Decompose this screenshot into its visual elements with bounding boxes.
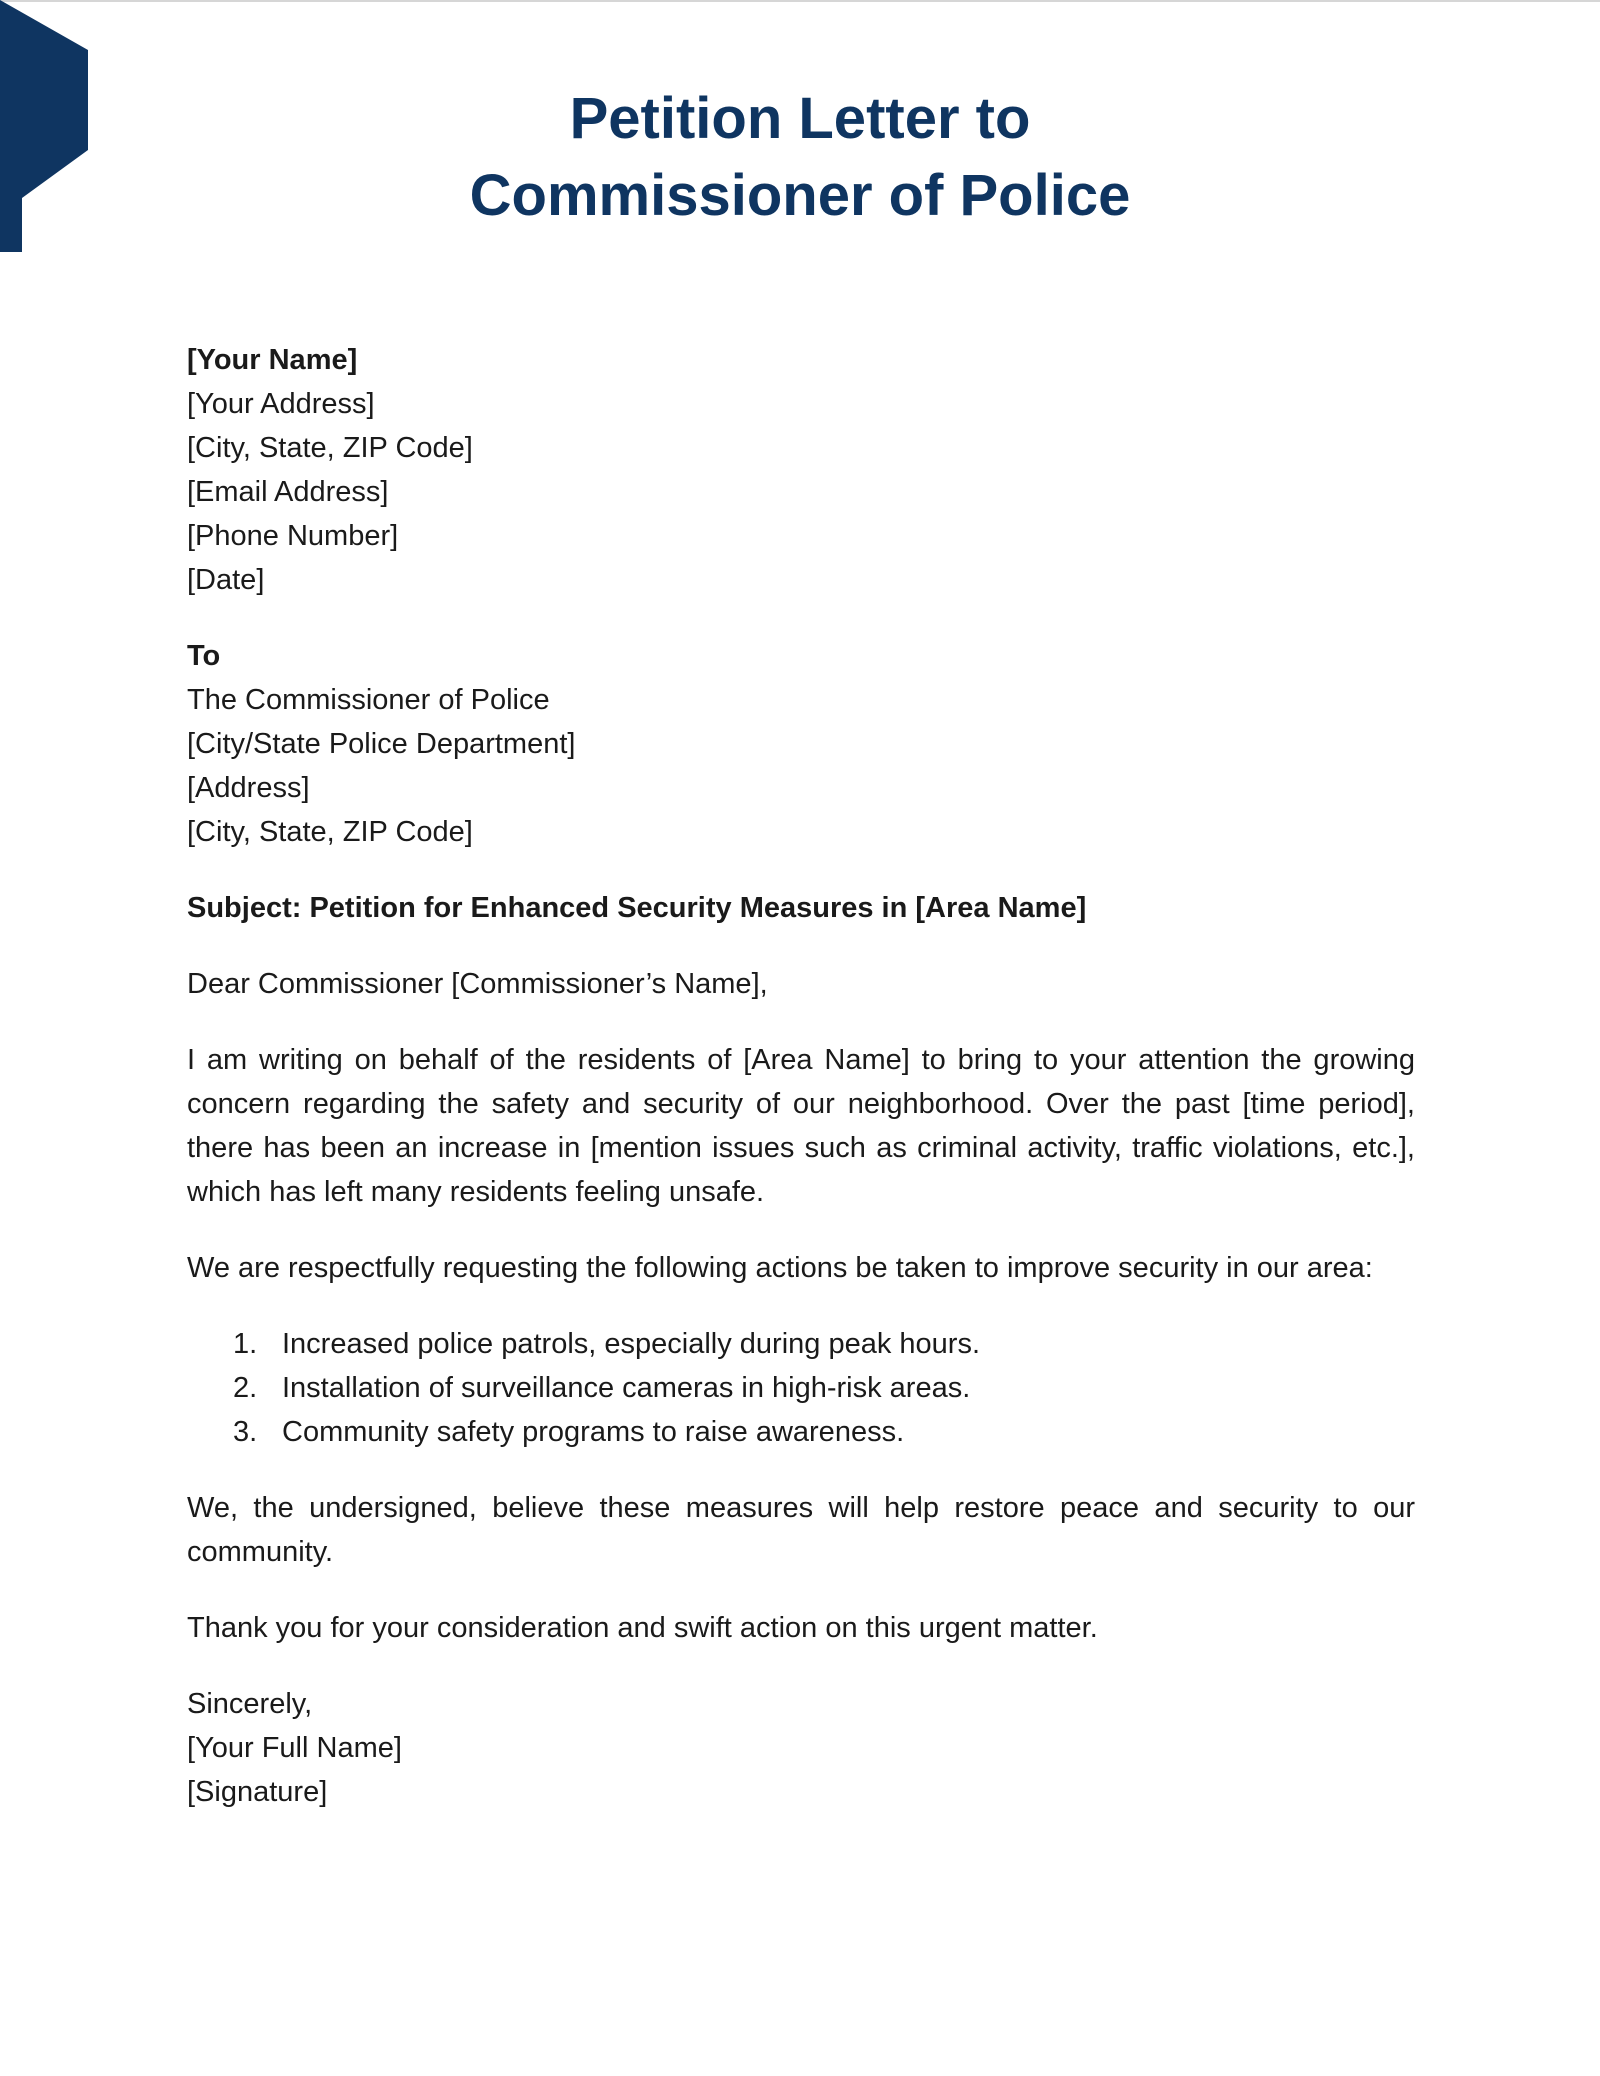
top-border-line	[0, 0, 1600, 2]
recipient-title: The Commissioner of Police	[187, 684, 550, 716]
list-item-number: 2.	[233, 1372, 258, 1404]
list-item-text: Increased police patrols, especially during peak hours.	[282, 1328, 981, 1360]
list-item	[187, 1322, 1415, 1366]
list-item	[187, 1410, 1415, 1454]
subject-line: Subject: Petition for Enhanced Security Measures in [Area Name]	[187, 892, 1087, 924]
list-item-text: Installation of surveillance cameras in high-risk areas.	[282, 1372, 971, 1404]
sender-phone: [Phone Number]	[187, 520, 399, 552]
valediction: Sincerely,	[187, 1688, 313, 1720]
closing-block	[187, 1682, 1415, 1814]
list-item-number: 1.	[233, 1328, 258, 1360]
list-item-text: Community safety programs to raise awareness.	[282, 1416, 905, 1448]
body-paragraph-4: Thank you for your consideration and swift action on this urgent matter.	[187, 1612, 1098, 1644]
recipient-block	[187, 634, 1415, 854]
sender-email: [Email Address]	[187, 476, 389, 508]
list-item	[187, 1366, 1415, 1410]
sender-block	[187, 338, 1415, 602]
recipient-to-label: To	[187, 640, 221, 672]
sender-address: [Your Address]	[187, 388, 375, 420]
salutation: Dear Commissioner [Commissioner’s Name],	[187, 968, 768, 1000]
title-line-1: Petition Letter to	[569, 86, 1031, 151]
body-paragraph-1: I am writing on behalf of the residents of [Area Name] to bring to your attention the growing concern regarding the safety and security of our neighborhood. Over the past [time period], there has been an increase in [mention issues such as criminal activity, traffic violations, etc.], which has left many residents feeling unsafe.	[187, 1044, 1415, 1208]
page-title	[0, 80, 1600, 234]
sender-city: [City, State, ZIP Code]	[187, 432, 473, 464]
closing-full-name: [Your Full Name]	[187, 1732, 402, 1764]
body-paragraph-2: We are respectfully requesting the following actions be taken to improve security in our area:	[187, 1252, 1373, 1284]
request-list	[187, 1322, 1415, 1454]
title-line-2: Commissioner of Police	[469, 163, 1131, 228]
sender-name: [Your Name]	[187, 344, 358, 376]
sender-date: [Date]	[187, 564, 265, 596]
recipient-city: [City, State, ZIP Code]	[187, 816, 473, 848]
closing-signature: [Signature]	[187, 1776, 328, 1808]
letter-body	[187, 338, 1415, 1846]
recipient-department: [City/State Police Department]	[187, 728, 576, 760]
recipient-address: [Address]	[187, 772, 310, 804]
body-paragraph-3: We, the undersigned, believe these measures will help restore peace and security to our community.	[187, 1492, 1415, 1568]
list-item-number: 3.	[233, 1416, 258, 1448]
